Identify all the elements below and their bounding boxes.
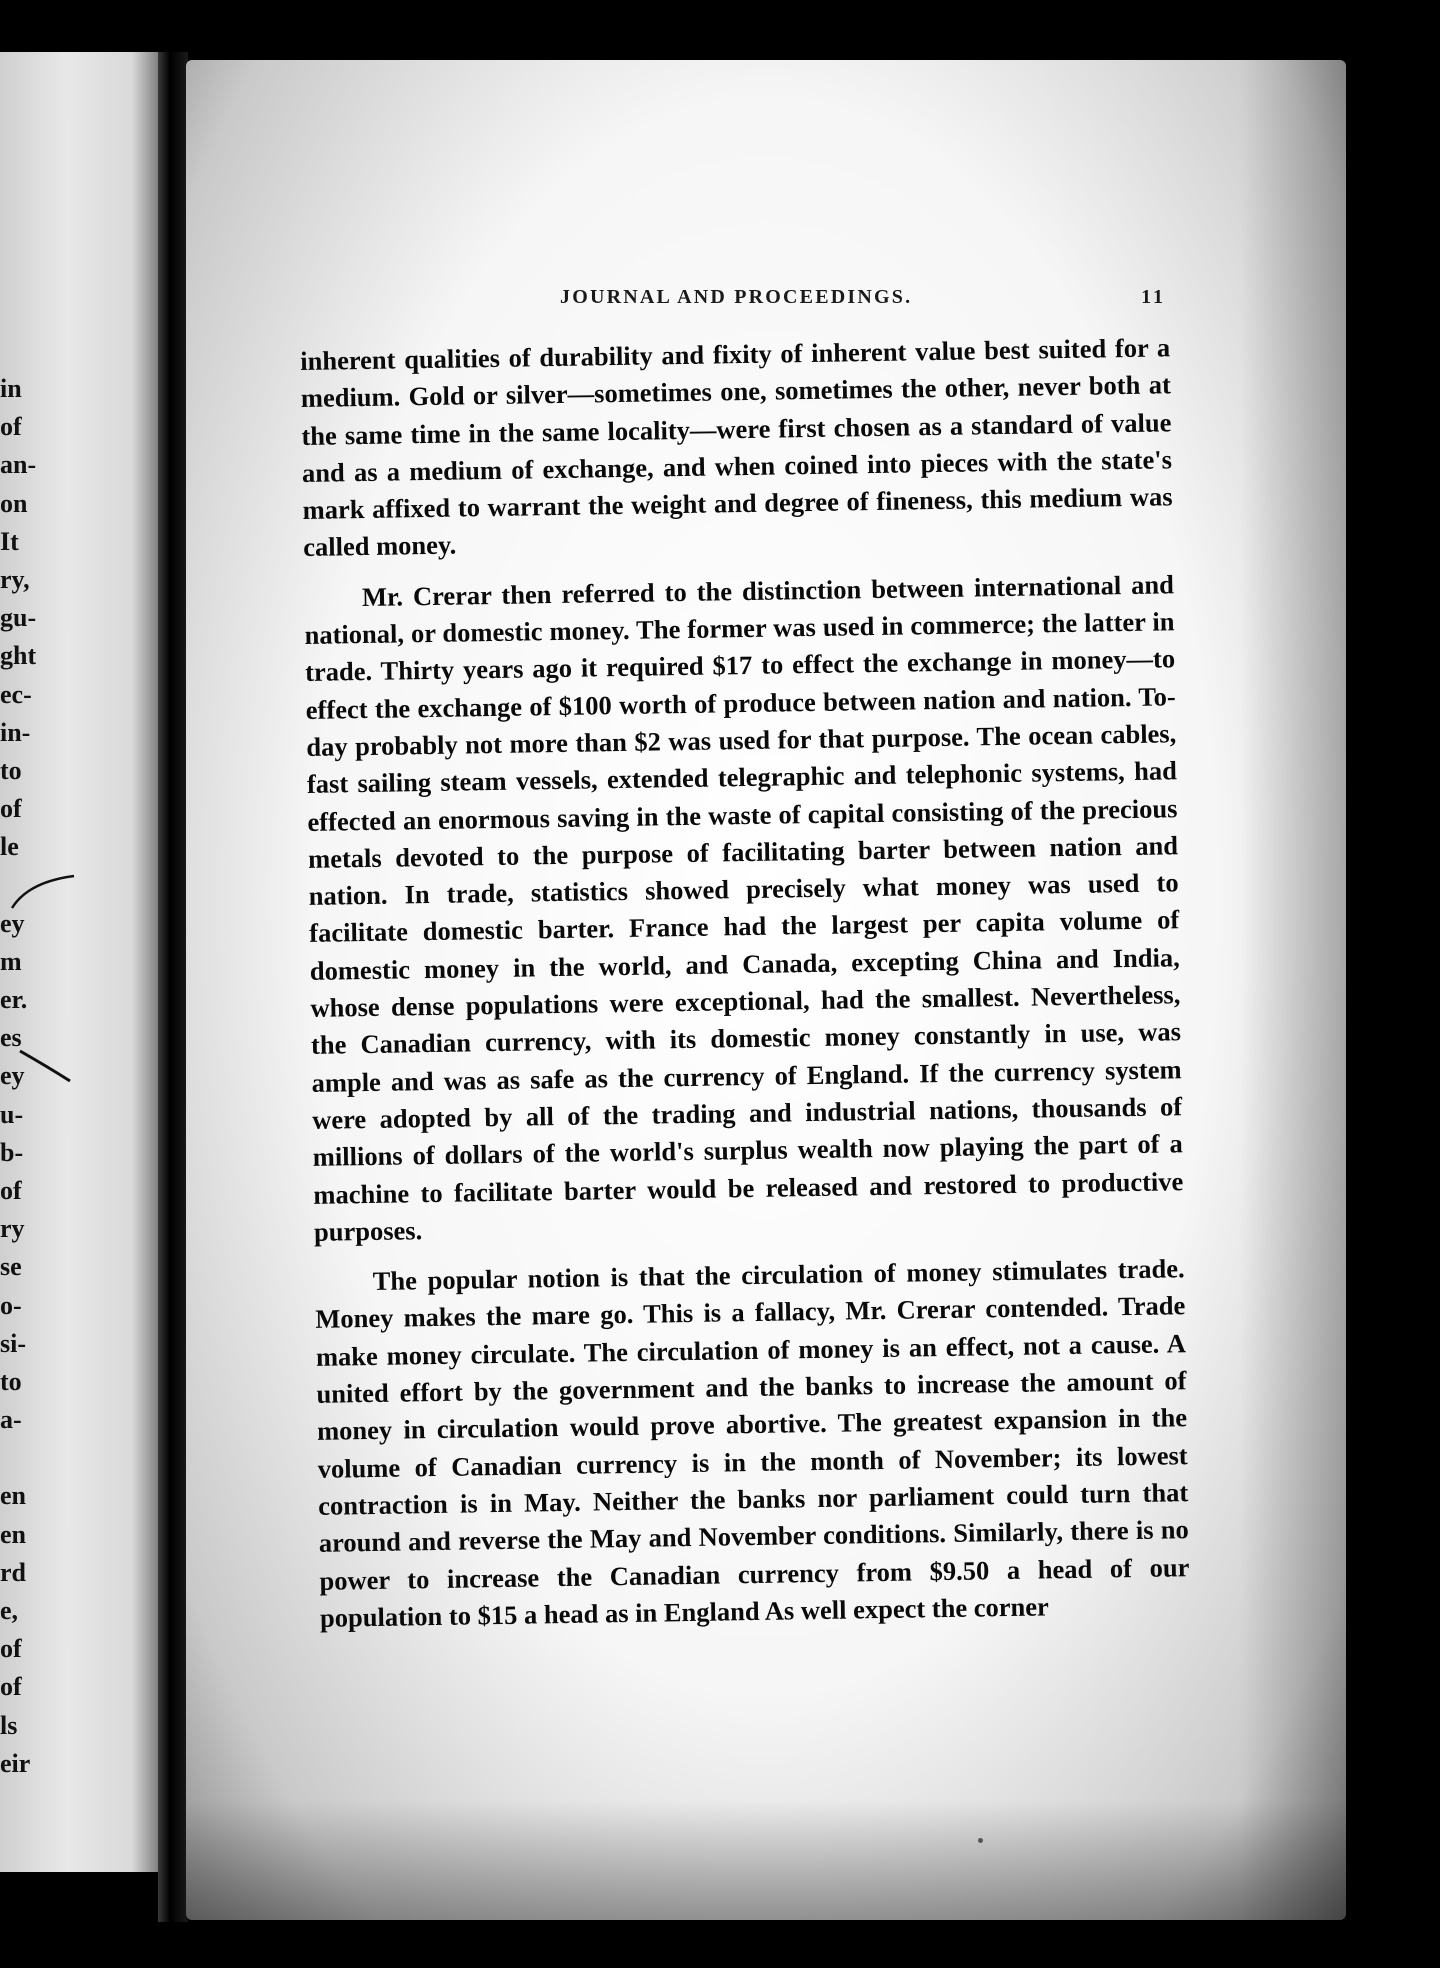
left-page-fragment: to — [0, 1366, 22, 1396]
left-page-fragment: a- — [0, 1405, 22, 1435]
left-page-fragment: rd — [0, 1557, 26, 1587]
left-page-fragment: in — [0, 374, 22, 403]
speck-mark — [978, 1838, 983, 1843]
left-page-fragment: ry — [0, 1214, 25, 1244]
body-text — [300, 329, 1190, 1637]
paragraph: inherent qualities of durability and fixity of inherent value best suited for a medium. Gold or silver—sometimes one, sometimes the other, never both at the same time in the same locality—were first chosen as a standard of value and as a medium of exchange, and when coined into pieces with the state's mark affixed to warrant the weight and degree of fineness, this medium was called money. — [300, 332, 1173, 563]
left-page-fragment: an- — [0, 450, 37, 480]
running-head-title: JOURNAL AND PROCEEDINGS. — [560, 286, 913, 308]
page-shadow — [1240, 60, 1346, 1920]
left-page-fragment: to — [0, 755, 22, 785]
page-shadow — [186, 1800, 1346, 1920]
left-page-fragment: ec- — [0, 679, 32, 709]
left-page-fragment: of — [0, 1672, 22, 1702]
left-page-fragment: ey — [0, 908, 25, 938]
left-page-fragment: gu- — [0, 603, 37, 633]
left-page-fragment: en — [0, 1481, 26, 1511]
left-page-fragment: u- — [0, 1099, 24, 1129]
left-page-fragment: of — [0, 794, 22, 824]
left-page-fragment: ght — [0, 641, 37, 671]
left-page-fragment: se — [0, 1252, 22, 1282]
left-page-fragment: of — [0, 1175, 22, 1205]
left-page-fragment: of — [0, 1634, 22, 1664]
left-page-fragment: eir — [0, 1748, 31, 1778]
left-facing-page — [0, 52, 165, 1872]
paragraph: The popular notion is that the circulation of money stimulates trade. Money makes the mare go. This is a fallacy, Mr. Crerar contended. Trade make money circulate. The circulation of money is an effect, not a cause. A united effort by the government and the banks to increase the amount of money in circulation would prove abortive. The greatest expansion in the volume of Canadian currency is in the month of November; its lowest contraction is in May. Neither the banks nor parliament could turn that around and reverse the May and November conditions. Similarly, there is no power to increase the Canadian currency from $9.50 a head of our population to $15 a head as in England As well expect the corner — [315, 1253, 1190, 1633]
left-page-fragment: o- — [0, 1290, 22, 1320]
left-page-fragment: m — [0, 946, 22, 976]
left-page-fragment: le — [0, 832, 19, 862]
left-page-fragment: ey — [0, 1061, 25, 1091]
left-page-fragment: e, — [0, 1596, 19, 1625]
left-page-fragment: in- — [0, 717, 31, 747]
paragraph: Mr. Crerar then referred to the distinction between international and national, or domestic money. The former was used in commerce; the latter in trade. Thirty years ago it required $17 to effect the exchange in money—to effect the exchange of $100 worth of produce between nation and nation. To-day probably not more than $2 was used for that purpose. The ocean cables, fast sailing steam vessels, extended telegraphic and telephonic systems, had effected an enormous saving in the waste of capital consisting of the precious metals devoted to the purpose of facilitating barter between nation and nation. In trade, statistics showed precisely what money was used to facilitate domestic barter. France had the largest per capita volume of domestic money in the world, and Canada, excepting China and India, whose dense populations were exceptional, had the smallest. Nevertheless, the Canadian currency, with its domestic money constantly in use, was ample and was as safe as the currency of England. If the currency system were adopted by all of the trading and industrial nations, thousands of millions of dollars of the world's surplus wealth now playing the part of a machine to facilitate barter would be released and restored to productive purposes. — [304, 569, 1184, 1247]
left-page-fragment: on — [0, 488, 28, 518]
book-gutter — [158, 52, 188, 1922]
left-page-fragment: ls — [0, 1710, 18, 1740]
left-page-fragment: ry, — [0, 564, 30, 594]
left-page-fragment: b- — [0, 1137, 24, 1167]
page-number: 11 — [1141, 286, 1166, 308]
left-page-fragment: of — [0, 412, 22, 442]
left-page-fragment: si- — [0, 1328, 26, 1358]
left-page-fragment: en — [0, 1519, 26, 1549]
left-page-fragment: It — [0, 526, 19, 556]
left-page-fragment — [0, 1439, 40, 1477]
pen-mark-icon — [18, 1047, 78, 1087]
left-page-fragment: er. — [0, 985, 28, 1014]
pen-mark-icon — [8, 872, 78, 912]
left-page-fragment: es — [0, 1023, 22, 1053]
